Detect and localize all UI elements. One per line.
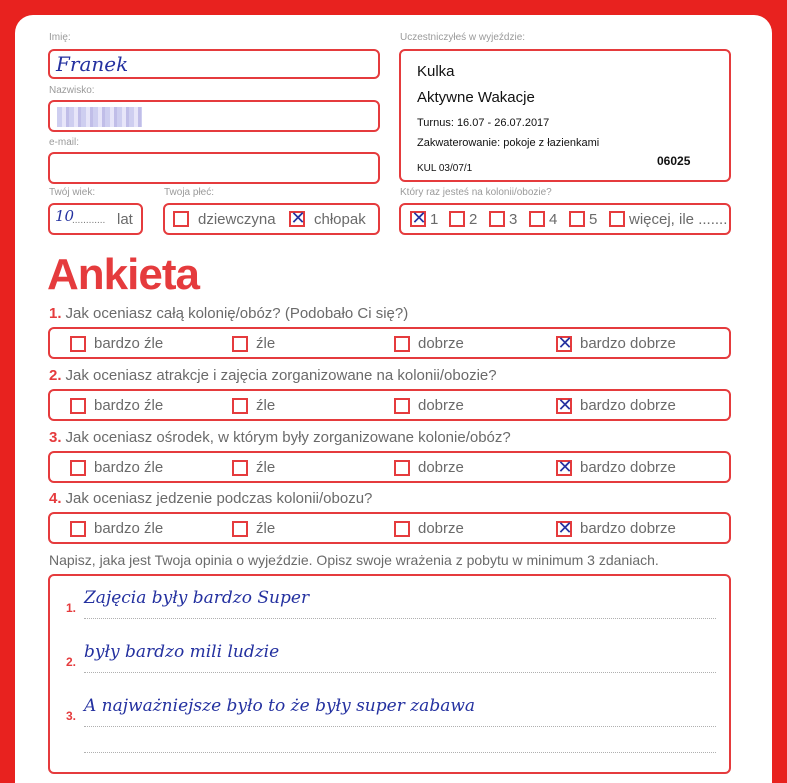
q2-option-4-checkbox[interactable] xyxy=(556,395,573,416)
question-number: 1. xyxy=(49,305,62,322)
question-number: 4. xyxy=(49,490,62,507)
opinion-line-2-rule xyxy=(84,672,716,673)
opinion-line-1-text: Zajęcia były bardzo Super xyxy=(84,588,310,608)
q1-option-1-label: bardzo źle xyxy=(94,335,164,352)
trip-program: Aktywne Wakacje xyxy=(417,89,535,106)
trip-label: Uczestniczyłeś w wyjeździe: xyxy=(400,32,526,43)
gender-boy-label: chłopak xyxy=(314,211,366,228)
trip-name: Kulka xyxy=(417,63,455,80)
opinion-extra-rule xyxy=(84,752,716,753)
question-1 xyxy=(49,305,408,322)
q3-option-1-checkbox[interactable] xyxy=(70,460,86,476)
name-field[interactable] xyxy=(48,49,380,79)
q4-option-4-checkbox[interactable] xyxy=(556,518,573,539)
question-number: 2. xyxy=(49,367,62,384)
q4-option-4-label: bardzo dobrze xyxy=(580,520,676,537)
opinion-line-3-text: A najważniejsze było to że były super zabawa xyxy=(84,696,476,716)
q4-option-2-checkbox[interactable] xyxy=(232,521,248,537)
check-mark-icon: ✕ xyxy=(557,395,573,416)
check-mark-icon: ✕ xyxy=(557,333,573,354)
trip-accommodation: Zakwaterowanie: pokoje z łazienkami xyxy=(417,137,600,149)
q3-option-4-checkbox[interactable] xyxy=(556,457,573,478)
question-3 xyxy=(49,429,511,446)
question-2 xyxy=(49,367,497,384)
check-mark-icon: ✕ xyxy=(290,208,306,229)
check-mark-icon: ✕ xyxy=(411,208,427,229)
question-text: Jak oceniasz jedzenie podczas kolonii/obozu? xyxy=(65,490,373,507)
q1-option-2-checkbox[interactable] xyxy=(232,336,248,352)
q4-option-1-label: bardzo źle xyxy=(94,520,164,537)
q3-option-1-label: bardzo źle xyxy=(94,459,164,476)
question-1-options xyxy=(48,327,731,359)
q3-option-2-checkbox[interactable] xyxy=(232,460,248,476)
q2-option-1-checkbox[interactable] xyxy=(70,398,86,414)
question-text: Jak oceniasz atrakcje i zajęcia zorganizowane na kolonii/obozie? xyxy=(65,367,497,384)
gender-girl-label: dziewczyna xyxy=(198,211,276,228)
trip-turnus: Turnus: 16.07 - 26.07.2017 xyxy=(417,117,550,129)
times-field xyxy=(399,203,731,235)
age-value: 10 xyxy=(55,207,75,225)
question-text: Jak oceniasz całą kolonię/obóz? (Podobało Ci się?) xyxy=(65,305,409,322)
question-3-options xyxy=(48,451,731,483)
gender-girl-checkbox[interactable] xyxy=(173,211,189,227)
question-text: Jak oceniasz ośrodek, w którym były zorganizowane kolonie/obóz? xyxy=(65,429,511,446)
times-5-checkbox[interactable] xyxy=(569,211,585,227)
surname-label: Nazwisko: xyxy=(49,85,95,96)
times-4-checkbox[interactable] xyxy=(529,211,545,227)
name-label: Imię: xyxy=(49,32,71,43)
trip-card xyxy=(399,49,731,182)
q1-option-1-checkbox[interactable] xyxy=(70,336,86,352)
times-2-checkbox[interactable] xyxy=(449,211,465,227)
q1-option-2-label: źle xyxy=(256,335,276,352)
question-4 xyxy=(49,490,372,507)
times-3-checkbox[interactable] xyxy=(489,211,505,227)
times-label: Który raz jesteś na kolonii/obozie? xyxy=(400,187,552,198)
opinion-box[interactable] xyxy=(48,574,731,774)
opinion-line-3-rule xyxy=(84,726,716,727)
check-mark-icon: ✕ xyxy=(557,457,573,478)
opinion-line-2-text: były bardzo mili ludzie xyxy=(84,642,280,662)
question-4-options xyxy=(48,512,731,544)
survey-title: Ankieta xyxy=(47,250,199,299)
q3-option-3-checkbox[interactable] xyxy=(394,460,410,476)
age-dots: ............ xyxy=(72,215,106,226)
q3-option-3-label: dobrze xyxy=(418,459,464,476)
question-number: 3. xyxy=(49,429,62,446)
trip-code: KUL 03/07/1 xyxy=(417,163,473,174)
times-2-label: 2 xyxy=(469,211,478,228)
times-more-label: więcej, ile ....... xyxy=(629,211,728,228)
times-1-label: 1 xyxy=(430,211,439,228)
survey-sheet xyxy=(15,15,772,783)
q2-option-2-checkbox[interactable] xyxy=(232,398,248,414)
trip-number: 06025 xyxy=(657,154,691,168)
q4-option-1-checkbox[interactable] xyxy=(70,521,86,537)
q1-option-4-checkbox[interactable] xyxy=(556,333,573,354)
q2-option-3-label: dobrze xyxy=(418,397,464,414)
q2-option-3-checkbox[interactable] xyxy=(394,398,410,414)
q1-option-3-label: dobrze xyxy=(418,335,464,352)
q4-option-2-label: źle xyxy=(256,520,276,537)
q1-option-3-checkbox[interactable] xyxy=(394,336,410,352)
times-more-checkbox[interactable] xyxy=(609,211,625,227)
gender-label: Twoja płeć: xyxy=(164,187,215,198)
q2-option-4-label: bardzo dobrze xyxy=(580,397,676,414)
gender-field xyxy=(163,203,380,235)
opinion-line-2-number: 2. xyxy=(66,655,77,669)
surname-field[interactable] xyxy=(48,100,380,132)
q4-option-3-checkbox[interactable] xyxy=(394,521,410,537)
question-2-options xyxy=(48,389,731,421)
opinion-line-1-rule xyxy=(84,618,716,619)
age-field[interactable] xyxy=(48,203,143,235)
age-label: Twój wiek: xyxy=(49,187,96,198)
email-field[interactable] xyxy=(48,152,380,184)
times-1-checkbox[interactable] xyxy=(410,208,427,229)
times-5-label: 5 xyxy=(589,211,598,228)
check-mark-icon: ✕ xyxy=(557,518,573,539)
q4-option-3-label: dobrze xyxy=(418,520,464,537)
q3-option-4-label: bardzo dobrze xyxy=(580,459,676,476)
opinion-line-1-number: 1. xyxy=(66,601,77,615)
q2-option-1-label: bardzo źle xyxy=(94,397,164,414)
age-unit: lat xyxy=(117,211,133,228)
opinion-prompt: Napisz, jaka jest Twoja opinia o wyjeździe. Opisz swoje wrażenia z pobytu w minimum 3 zdaniach. xyxy=(49,552,659,568)
q1-option-4-label: bardzo dobrze xyxy=(580,335,676,352)
times-3-label: 3 xyxy=(509,211,518,228)
times-4-label: 4 xyxy=(549,211,558,228)
name-value: Franek xyxy=(56,52,129,76)
q2-option-2-label: źle xyxy=(256,397,276,414)
redacted-surname xyxy=(57,107,142,127)
email-label: e-mail: xyxy=(49,137,80,148)
q3-option-2-label: źle xyxy=(256,459,276,476)
opinion-line-3-number: 3. xyxy=(66,709,77,723)
gender-boy-checkbox[interactable] xyxy=(289,208,306,229)
